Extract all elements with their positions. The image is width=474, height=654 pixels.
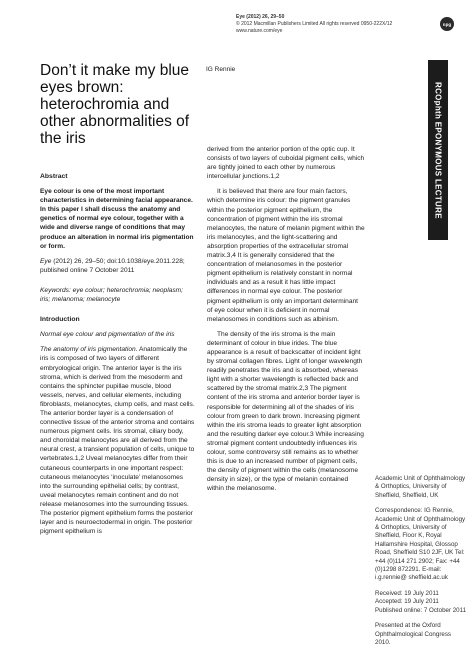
logo-text: npg bbox=[442, 21, 452, 27]
section-tab bbox=[428, 60, 448, 240]
section-tab-label: RCOphth EPONYMOUS LECTURE bbox=[433, 81, 443, 219]
npg-logo-icon bbox=[440, 17, 454, 31]
column-middle bbox=[207, 145, 365, 499]
journal-citation: Eye (2012) 26, 29–50 bbox=[236, 14, 285, 20]
body-paragraph-1: derived from the anterior portion of the optic cup. It consists of two layers of cuboidal pigment cells, which are tightly joined to each other by numerous intercellular junctions.1,2 bbox=[207, 146, 365, 181]
journal-url[interactable]: www.nature.com/eye bbox=[236, 28, 283, 34]
paragraph-text: Anatomically the iris is composed of two layers of different embryological origin. The anterior layer is the iris stroma, which is derived from the mesoderm and contains the sphincter pupillae muscle, blood vessels, nerves, and cellular elements, including fibroblasts, melanocytes, clump cells, and mast cells. The anterior border layer is a condensation of connective tissue of the anterior stroma and contains numerous pigment cells. Iris stromal, ciliary body, and choroidal melanocytes are all derived from the neural crest, a transient population of cells, unique to vertebrates.1,2 Uveal melanocytes differ from their cutaneous counterparts in one important respect: cutaneous melanocytes ‘inoculate’ melanosomes into the surrounding epithelial cells; by contrast, uveal melanocytes remain continent and do not release melanosomes into the surrounding tissues. The posterior pigment epithelium forms the posterior layer and is neuroectodermal in origin. The posterior pigment epithelium is bbox=[40, 346, 195, 536]
affiliation: Academic Unit of Ophthalmology & Orthoptics, University of Sheffield, Sheffield, UK bbox=[375, 475, 466, 499]
keywords-list: eye colour; heterochromia; neoplasm; iris; melanoma; melanocyte bbox=[40, 286, 183, 304]
article-title: Don’t it make my blue eyes brown: heterochromia and other abnormalities of the iris bbox=[40, 62, 190, 147]
citation-journal: Eye bbox=[40, 257, 52, 265]
article-author: IG Rennie bbox=[206, 66, 236, 73]
article-dates: Received: 19 July 2011 Accepted: 19 July 2011 Published online: 7 October 2011 bbox=[375, 589, 467, 614]
copyright-line: © 2012 Macmillan Publishers Limited All rights reserved 0950-222X/12 bbox=[236, 21, 393, 27]
correspondence: Correspondence: IG Rennie, Academic Unit of Ophthalmology & Orthoptics, University of Sheffield, Floor K, Royal Hallamshire Hospital, Glossop Road, Sheffield S10 2JF, UK Tel: +44 (0)114 271 2902; Fax: +44 (0)1298 872291. E-mail: i.g.rennie@ sheffield.ac.uk bbox=[375, 507, 466, 582]
column-left bbox=[40, 172, 195, 542]
body-paragraph-3: The density of the iris stroma is the main determinant of colour in blue irides. The blue appearance is a result of backscatter of incident light by stromal collagen fibres. Light of longer wavelength readily penetrates the iris and is absorbed, whereas light with a shorter wavelength is reflected back and scattered by the stromal matrix.2,3 The pigment content of the iris stroma and anterior border layer is responsible for determining all of the shades of iris colour from green to dark brown. Increasing pigment within the iris stroma leads to greater light absorption and the resulting darker eye colour.3 While increasing stromal pigment content undoubtedly influences iris colour, some controversy still remains as to whether this is due to an increased number of pigment cells, the density of pigment within the cells (melanosome density in size), or the type of melanin contained within the melanosome. bbox=[207, 330, 364, 493]
journal-header bbox=[236, 14, 426, 35]
citation-line bbox=[40, 257, 195, 275]
introduction-heading: Introduction bbox=[40, 316, 80, 324]
abstract-heading: Abstract bbox=[40, 173, 68, 180]
presented-note: Presented at the Oxford Ophthalmological Congress 2010. bbox=[375, 622, 452, 646]
introduction-paragraph bbox=[40, 345, 195, 536]
abstract-body: Eye colour is one of the most important characteristics in determining facial appearance. In this paper I shall discuss the anatomy and genetics of normal eye colour, together with a wide and diverse range of conditions that may produce an alteration in normal iris pigmentation or form. bbox=[40, 188, 194, 250]
keywords bbox=[40, 286, 195, 304]
citation-details: (2012) 26, 29–50; doi:10.1038/eye.2011.228; published online 7 October 2011 bbox=[40, 257, 185, 274]
keywords-label: Keywords: bbox=[40, 286, 71, 294]
body-paragraph-2: It is believed that there are four main factors, which determine iris colour: the pigment granules within the posterior pigment epithelium, the concentration of pigment within the iris stromal melanocytes, the nature of melanin pigment within the iris melanocytes, and the light-scattering and absorption properties of the extracellular stromal matrix.3,4 It is generally considered that the concentration of melanosomes in the posterior pigment epithelium is relatively constant in normal individuals and as a result it has little impact differences in normal eye colour. The posterior pigment epithelium is only an important determinant of eye colour when it is deficient in normal melanosomes in conditions such as albinism. bbox=[207, 188, 365, 323]
paragraph-heading: The anatomy of iris pigmentation. bbox=[40, 346, 138, 354]
introduction-subheading: Normal eye colour and pigmentation of the iris bbox=[40, 331, 175, 339]
sidebar-notes bbox=[375, 475, 467, 654]
